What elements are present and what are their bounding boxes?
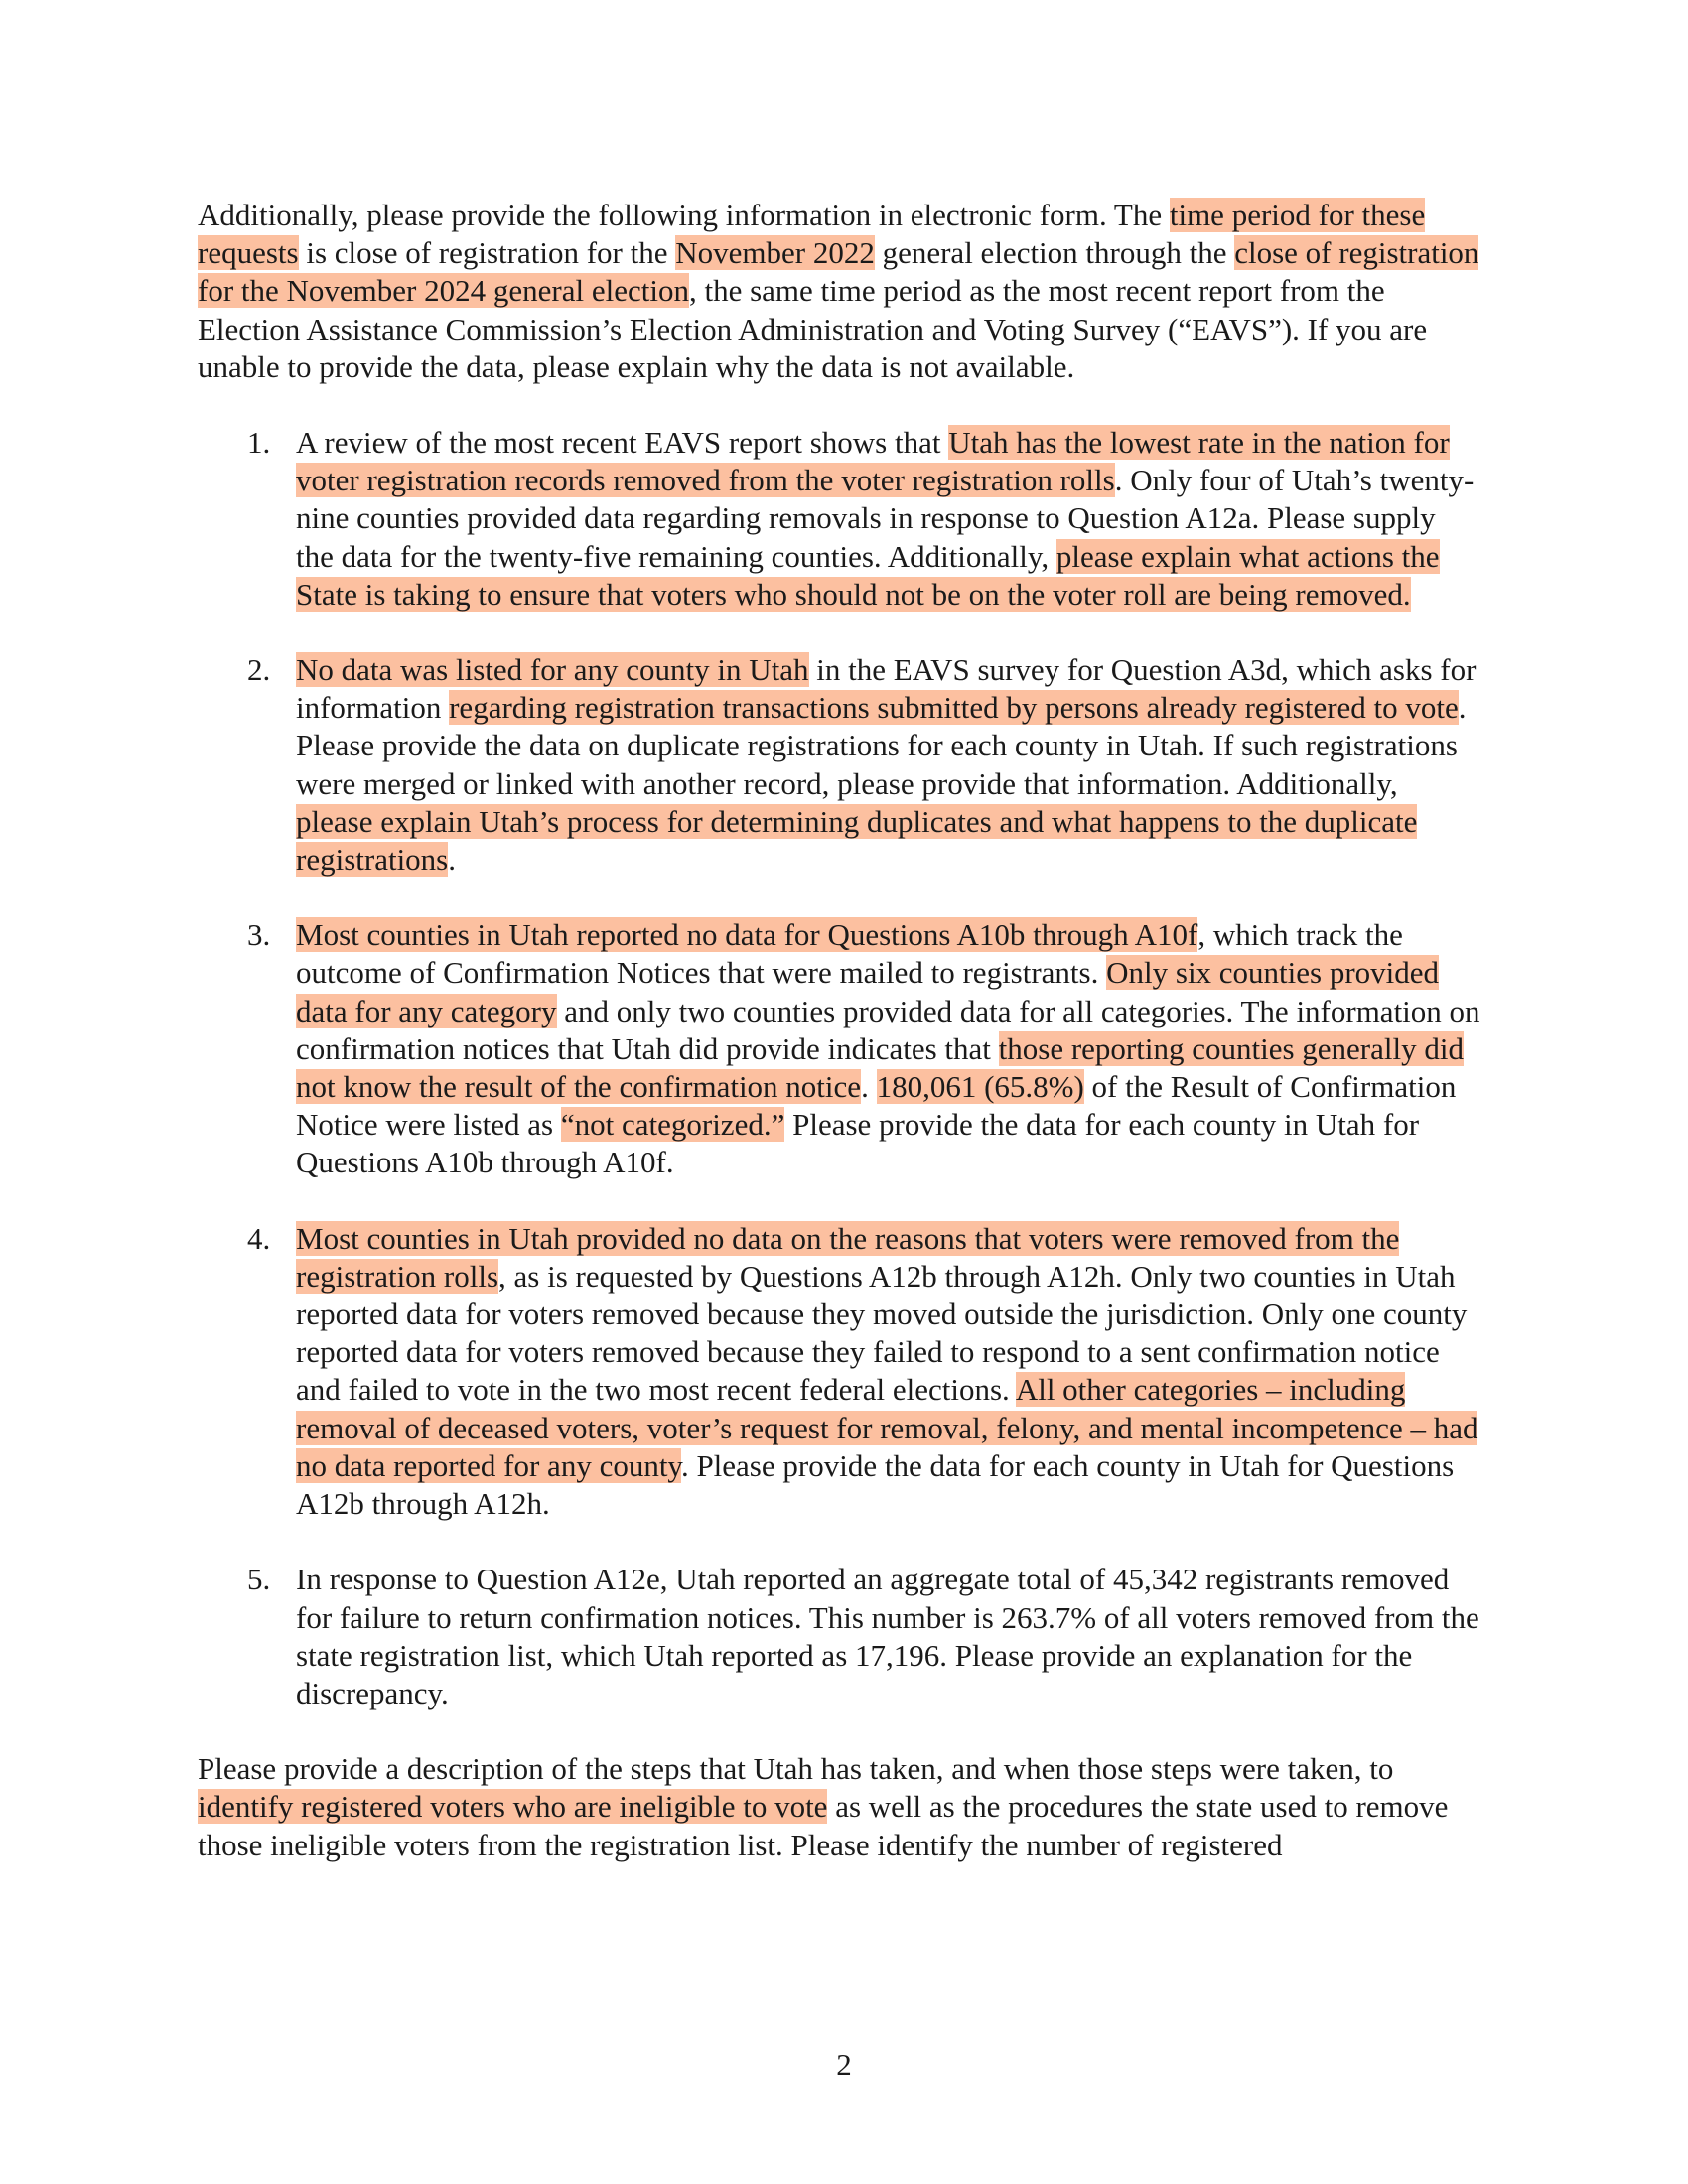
list-item [198,1220,1488,1524]
highlighted-text: Most counties in Utah reported no data for Questions A10b through A10f [296,917,1198,953]
list-item-number: 4. [247,1220,271,1256]
highlighted-text: please explain Utah’s process for determining duplicates and what happens to the duplicate registrations [296,803,1418,878]
page-number: 2 [836,2047,852,2082]
intro-paragraph [198,197,1488,386]
list-item-text [296,917,1480,1179]
text-run: . Only four of Utah’s twenty-nine counties provided data regarding removals in response to Question A12a. Please supply the data for the twenty-five remaining counties. Additionally, [296,463,1475,574]
highlighted-text: No data was listed for any county in Utah [296,652,809,688]
highlighted-text: those reporting counties generally did not know the result of the confirmation notice [296,1030,1464,1105]
list-item [198,424,1488,614]
text-run: , as is requested by Questions A12b through A12h. Only two counties in Utah reported data for voters removed because they moved outside the jurisdiction. Only one county reported data for voters removed because they failed to respond to a sent confirmation notice and failed to vote in the two most recent federal elections. [296,1258,1468,1408]
highlighted-text: time period for these requests [198,198,1426,271]
highlighted-text: regarding registration transactions submitted by persons already registered to vote [449,690,1459,726]
text-run: A review of the most recent EAVS report shows that [296,425,949,461]
text-run: as well as the procedures the state used to remove those ineligible voters from the registration list. Please identify the number of registered [198,1789,1449,1862]
highlighted-text: please explain what actions the State is taking to ensure that voters who should not be on the voter roll are being removed. [296,538,1440,612]
closing-paragraph [198,1750,1488,1864]
text-run: Please provide the data for each county in Utah for Questions A10b through A10f. [296,1107,1420,1180]
text-run: . [448,842,456,878]
text-run: Please provide a description of the steps that Utah has taken, and when those steps were taken, to [198,1751,1394,1787]
text-run: , the same time period as the most recent report from the Election Assistance Commission’s Election Administration and Voting Survey (“EAVS”). If you are unable to provide the data, please explain why the data is not available. [198,273,1428,384]
list-item-text [296,425,1474,612]
text-run: . [861,1069,877,1105]
list-item-text [296,652,1476,877]
letter-body [198,197,1488,1864]
highlighted-text: 180,061 (65.8%) [876,1069,1084,1105]
text-run: . Please provide the data for each county in Utah for Questions A12b through A12h. [296,1447,1455,1522]
list-item [198,1561,1488,1712]
list-item [198,916,1488,1181]
list-item-number: 1. [247,425,271,461]
text-run: . Please provide the data on duplicate registrations for each county in Utah. If such registrations were merged or linked with another record, please provide that information. Additionally, [296,690,1467,801]
request-list [198,424,1488,1712]
text-run: in the EAVS survey for Question A3d, which asks for information [296,652,1477,726]
text-run: general election through the [874,235,1235,271]
list-item-number: 2. [247,652,271,688]
highlighted-text: Utah has the lowest rate in the nation for voter registration records removed from the voter registration rolls [296,425,1450,498]
text-run: is close of registration for the [298,235,676,271]
list-item-number: 5. [247,1562,271,1597]
highlighted-text: Most counties in Utah provided no data on the reasons that voters were removed from the registration rolls [296,1220,1400,1294]
list-item [198,651,1488,879]
text-run: and only two counties provided data for all categories. The information on confirmation notices that Utah did provide indicates that [296,993,1480,1066]
highlighted-text: “not categorized.” [560,1107,785,1143]
text-run: Additionally, please provide the following information in electronic form. The [198,198,1170,232]
text-run: , which track the outcome of Confirmation Notices that were mailed to registrants. [296,917,1403,991]
list-item-text [296,1562,1479,1710]
highlighted-text: identify registered voters who are ineligible to vote [198,1789,828,1825]
text-run: of the Result of Confirmation Notice were listed as [296,1069,1457,1143]
list-item-text [296,1221,1477,1521]
highlighted-text: close of registration for the November 2024 general election [198,235,1479,309]
highlighted-text: All other categories – including removal of deceased voters, voter’s request for removal, felony, and mental incompetence – had no data reported for any county [296,1372,1478,1483]
text-run: In response to Question A12e, Utah reported an aggregate total of 45,342 registrants removed for failure to return confirmation notices. This number is 263.7% of all voters removed from the state registration list, which Utah reported as 17,196. Please provide an explanation for the discrepancy. [296,1562,1479,1710]
highlighted-text: Only six counties provided data for any category [296,955,1440,1028]
list-item-number: 3. [247,917,271,953]
highlighted-text: November 2022 [675,235,875,271]
